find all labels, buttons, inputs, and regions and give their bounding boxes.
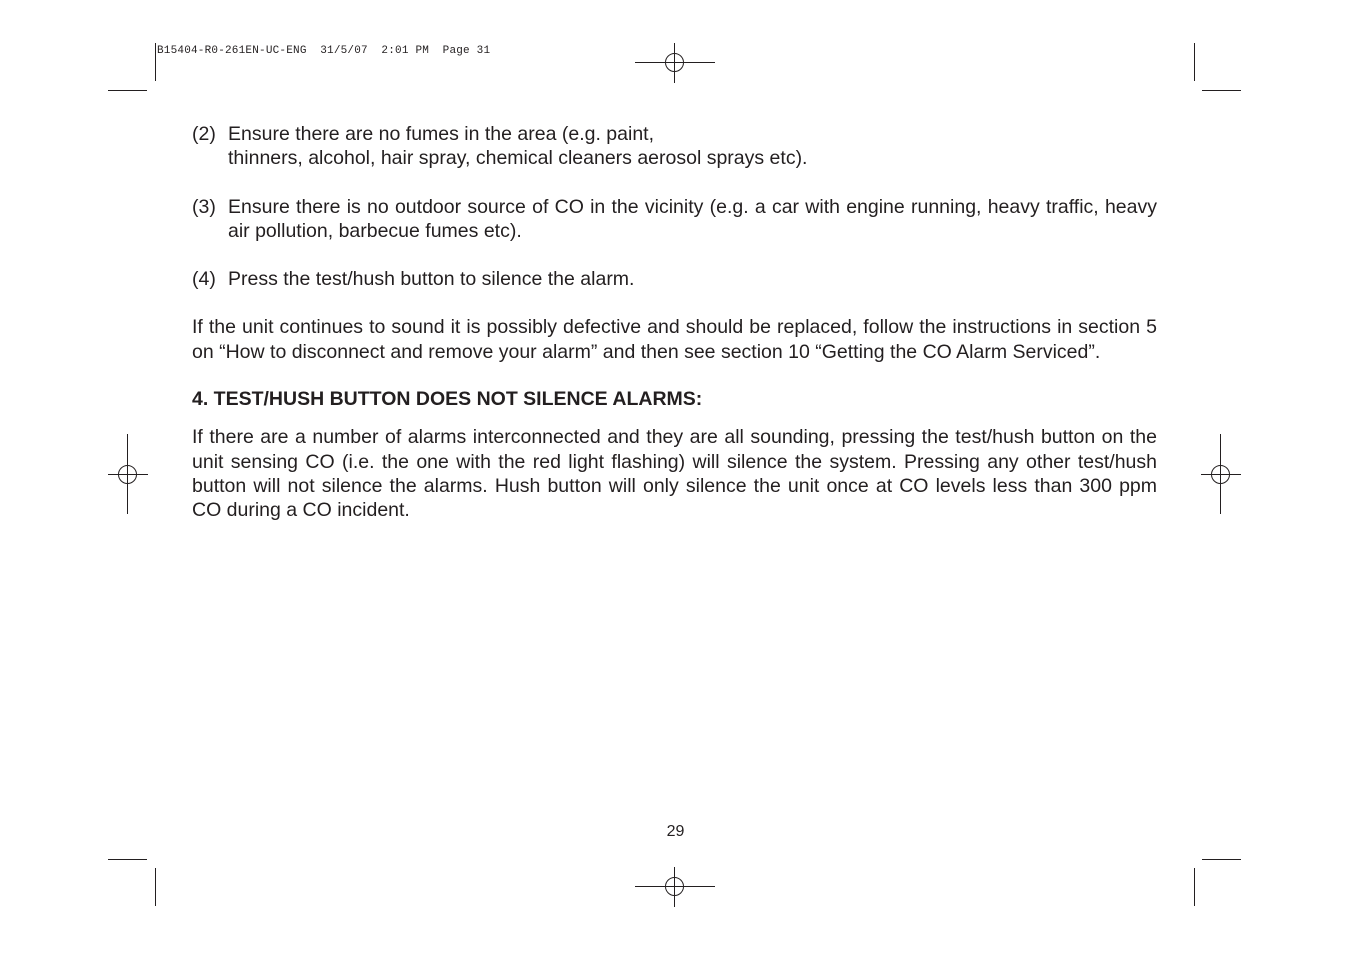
- list-item-line: Ensure there are no fumes in the area (e.g. paint,: [228, 123, 655, 145]
- crop-mark-bottom-right-horizontal: [1202, 859, 1241, 860]
- registration-mark-bottom-icon: [635, 867, 715, 907]
- registration-mark-right-icon: [1201, 434, 1241, 514]
- list-item-text: Ensure there is no outdoor source of CO in the vicinity (e.g. a car with engine running, heavy traffic, heavy air pollution, barbecue fumes etc).: [228, 195, 1157, 242]
- registration-mark-top-icon: [635, 43, 715, 83]
- paragraph-defective-unit: If the unit continues to sound it is possibly defective and should be replaced, follow the instructions in section 5 on “How to disconnect and remove your alarm” and then see section 10 “Getting the CO Alarm Serviced”.: [192, 316, 1157, 363]
- list-item-4: [192, 267, 1157, 291]
- list-item-number: (2): [192, 123, 216, 145]
- list-item-line: thinners, alcohol, hair spray, chemical cleaners aerosol sprays etc).: [228, 147, 808, 170]
- list-item-number: (4): [192, 268, 216, 291]
- page-number: 29: [666, 823, 685, 840]
- crop-mark-top-right-horizontal: [1202, 90, 1241, 91]
- list-item-3: [192, 195, 1157, 244]
- list-item-number: (3): [192, 195, 216, 218]
- crop-mark-top-right-vertical: [1194, 43, 1195, 81]
- crop-mark-bottom-left-horizontal: [108, 859, 147, 860]
- paragraph-interconnected-alarms: If there are a number of alarms interconnected and they are all sounding, pressing the test/hush button on the unit sensing CO (i.e. the one with the red light flashing) will silence the system. Pressing any other test/hush button will not silence the alarms. Hush button will only silence the unit once at CO levels less than 300 ppm CO during a CO incident.: [192, 426, 1157, 522]
- printer-slug: B15404-R0-261EN-UC-ENG 31/5/07 2:01 PM Page 31: [157, 45, 491, 57]
- crop-mark-top-left-horizontal: [108, 90, 147, 91]
- crop-mark-bottom-left-vertical: [155, 868, 156, 906]
- section-heading: 4. TEST/HUSH BUTTON DOES NOT SILENCE ALARMS:: [192, 388, 703, 411]
- list-item-2: [192, 122, 1157, 171]
- registration-mark-left-icon: [108, 434, 148, 514]
- list-item-text: [228, 122, 1157, 171]
- list-item-text: Press the test/hush button to silence the alarm.: [228, 268, 635, 291]
- crop-mark-top-left-vertical: [155, 43, 156, 81]
- crop-mark-bottom-right-vertical: [1194, 868, 1195, 906]
- page-content: [192, 122, 1157, 546]
